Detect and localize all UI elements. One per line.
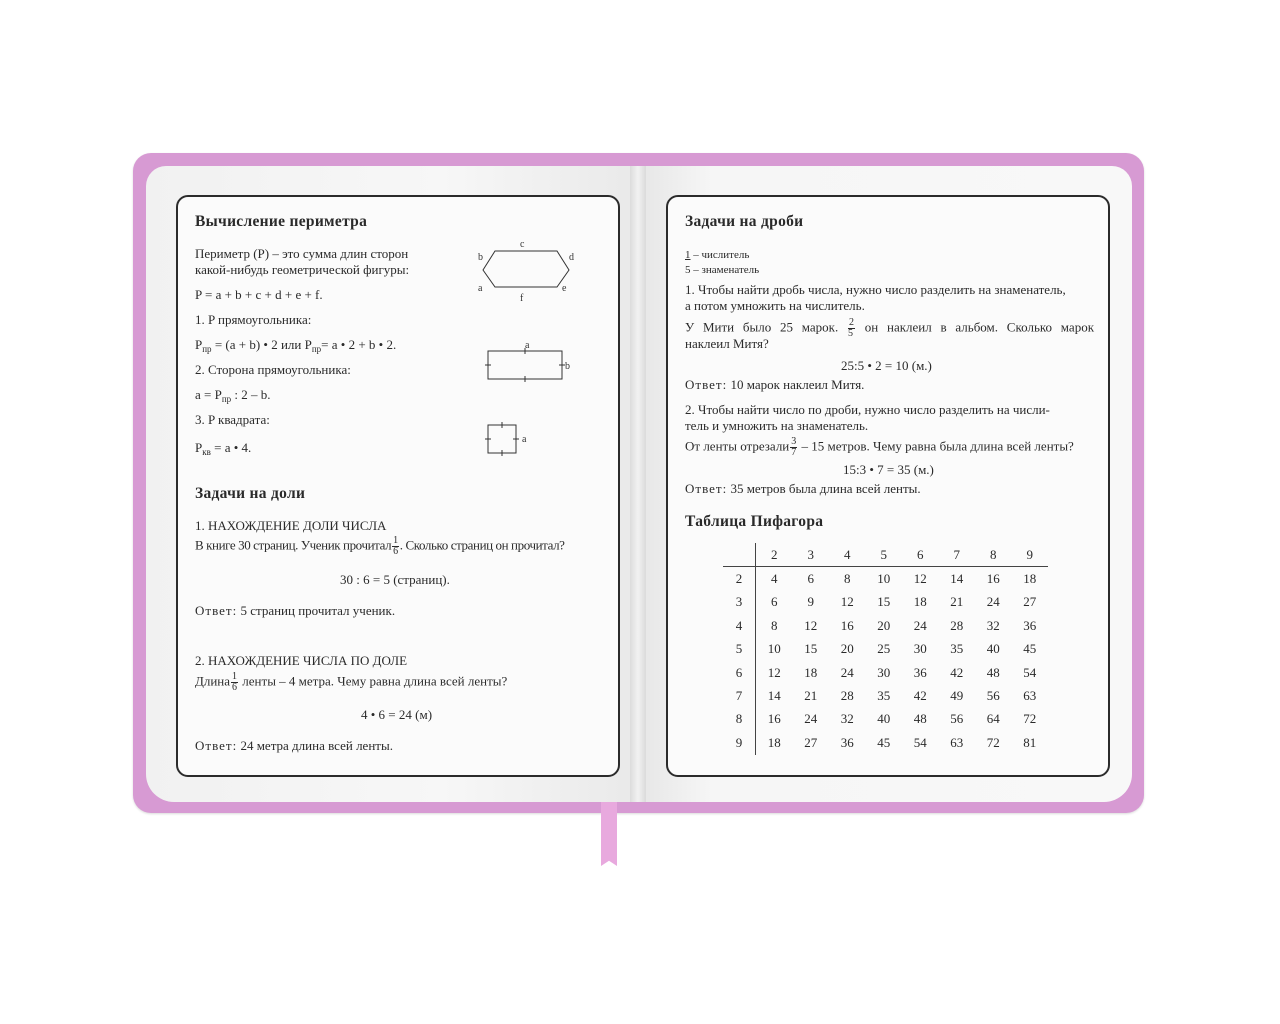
rectangle-perimeter-heading: 1. P прямоугольника: xyxy=(195,312,312,327)
task2-text: Длина $\frac{1}{6}$ ленты – 4 метра. Чему равна длина всей ленты? xyxy=(195,671,508,693)
table-cell: 6 xyxy=(807,571,814,587)
table-cell: 28 xyxy=(950,617,964,633)
table-cell: 24 xyxy=(986,594,1000,610)
table-cell: 16 xyxy=(840,617,854,633)
problem1-line1: У Мити было 25 марок. $\frac{2}{5}$ он наклеил в альбом. Сколько марок xyxy=(685,317,1095,339)
table-cell: 45 xyxy=(1023,641,1037,657)
perimeter-definition-line2: какой-нибудь геометрической фигуры: xyxy=(195,262,410,277)
table-row xyxy=(723,661,1048,684)
table-cell: 42 xyxy=(913,688,927,704)
row-header: 6 xyxy=(723,661,756,684)
rectangle-side-formula: $a = P_{пр}$ : 2 – b. xyxy=(195,387,271,404)
rect-label-a: a xyxy=(525,340,530,351)
fractions-title: Задачи на дроби xyxy=(685,213,804,230)
table-cell: 64 xyxy=(986,711,1000,727)
table-cell: 8 xyxy=(844,571,851,587)
table-cell: 49 xyxy=(950,688,964,704)
table-cell: 30 xyxy=(877,664,891,680)
problem2-answer: Ответ: 35 метров была длина всей ленты. xyxy=(685,481,921,496)
table-cell: 15 xyxy=(877,594,891,610)
denominator-legend: 5 – знаменатель xyxy=(685,264,760,276)
table-cell: 42 xyxy=(950,664,964,680)
table-cell: 20 xyxy=(877,617,891,633)
shares-title: Задачи на доли xyxy=(195,485,306,502)
perimeter-title: Вычисление периметра xyxy=(195,213,368,230)
hex-label-d: d xyxy=(569,252,574,263)
column-header: 9 xyxy=(1012,543,1049,567)
problem1-calculation: 25:5 • 2 = 10 (м.) xyxy=(841,358,932,373)
task2-heading: 2. НАХОЖДЕНИЕ ЧИСЛА ПО ДОЛЕ xyxy=(195,653,408,668)
table-cell: 36 xyxy=(913,664,927,680)
table-cell: 36 xyxy=(1023,617,1037,633)
table-cell: 4 xyxy=(771,571,778,587)
table-cell: 63 xyxy=(950,734,964,750)
hex-label-c: c xyxy=(520,239,525,250)
table-cell: 27 xyxy=(804,734,818,750)
rule2-line1: 2. Чтобы найти число по дроби, нужно число разделить на числи- xyxy=(685,402,1050,417)
table-cell: 54 xyxy=(913,734,927,750)
hex-label-e: e xyxy=(562,283,567,294)
table-row xyxy=(723,567,1048,591)
table-cell: 21 xyxy=(804,688,818,704)
column-header: 2 xyxy=(756,543,793,567)
column-header: 6 xyxy=(902,543,939,567)
table-cell: 27 xyxy=(1023,594,1037,610)
row-header: 7 xyxy=(723,684,756,707)
square-label-a: a xyxy=(522,434,527,445)
task1-answer: Ответ: 5 страниц прочитал ученик. xyxy=(195,603,396,618)
task1-text: В книге 30 страниц. Ученик прочитал $\frac{1}{6}$ . Сколько страниц он прочитал? xyxy=(195,535,565,557)
table-cell: 18 xyxy=(804,664,818,680)
table-cell: 35 xyxy=(877,688,891,704)
table-cell: 10 xyxy=(767,641,781,657)
notebook-spine xyxy=(630,166,646,802)
table-cell: 56 xyxy=(950,711,964,727)
table-cell: 36 xyxy=(840,734,854,750)
table-cell: 9 xyxy=(807,594,814,610)
table-cell: 35 xyxy=(950,641,964,657)
table-cell: 14 xyxy=(767,688,781,704)
row-header: 5 xyxy=(723,638,756,661)
table-cell: 12 xyxy=(913,571,927,587)
row-header: 3 xyxy=(723,591,756,614)
table-cell: 32 xyxy=(840,711,854,727)
rectangle-side-heading: 2. Сторона прямоугольника: xyxy=(195,362,351,377)
table-header-row xyxy=(723,543,1048,567)
square-perimeter-formula: $P_{кв} = a$ • 4. xyxy=(195,440,252,457)
table-cell: 20 xyxy=(840,641,854,657)
task1-heading: 1. НАХОЖДЕНИЕ ДОЛИ ЧИСЛА xyxy=(195,518,387,533)
problem1-answer: Ответ: 10 марок наклеил Митя. xyxy=(685,377,865,392)
perimeter-formula: P = a + b + c + d + e + f. xyxy=(195,287,323,302)
table-cell: 48 xyxy=(986,664,1000,680)
table-cell: 54 xyxy=(1023,664,1037,680)
table-cell: 18 xyxy=(913,594,927,610)
table-cell: 18 xyxy=(1023,571,1037,587)
table-row xyxy=(723,591,1048,614)
rectangle-perimeter-formula: $P_{пр} = (a + b)$ • 2 или $P_{пр}= a$ • 2 + b • 2. xyxy=(195,337,397,354)
column-header: 5 xyxy=(866,543,903,567)
hex-label-a: a xyxy=(478,283,483,294)
rule2-line2: тель и умножить на знаменатель. xyxy=(685,418,869,433)
column-header: 3 xyxy=(793,543,830,567)
table-cell: 25 xyxy=(877,641,891,657)
table-cell: 40 xyxy=(877,711,891,727)
table-cell: 24 xyxy=(840,664,854,680)
task2-answer: Ответ: 24 метра длина всей ленты. xyxy=(195,738,393,753)
table-cell: 30 xyxy=(913,641,927,657)
row-header: 2 xyxy=(723,567,756,591)
table-cell: 12 xyxy=(767,664,781,680)
table-cell: 72 xyxy=(986,734,1000,750)
table-cell: 63 xyxy=(1023,688,1037,704)
table-cell: 15 xyxy=(804,641,818,657)
bookmark-ribbon xyxy=(601,800,617,866)
table-cell: 40 xyxy=(986,641,1000,657)
numerator-legend: 1 – числитель xyxy=(685,249,750,261)
table-cell: 16 xyxy=(767,711,781,727)
task2-calculation: 4 • 6 = 24 (м) xyxy=(361,707,433,722)
table-cell: 6 xyxy=(771,594,778,610)
table-cell: 10 xyxy=(877,571,891,587)
rule1-line2: а потом умножить на числитель. xyxy=(685,298,865,313)
rule1-line1: 1. Чтобы найти дробь числа, нужно число разделить на знаменатель, xyxy=(685,282,1066,297)
problem2-calculation: 15:3 • 7 = 35 (м.) xyxy=(843,462,934,477)
table-row xyxy=(723,638,1048,661)
table-cell: 12 xyxy=(804,617,818,633)
table-cell: 72 xyxy=(1023,711,1037,727)
table-cell: 14 xyxy=(950,571,964,587)
column-header: 8 xyxy=(975,543,1012,567)
table-cell: 24 xyxy=(913,617,927,633)
square-figure xyxy=(482,420,538,460)
hexagon-figure xyxy=(470,234,582,306)
hex-label-f: f xyxy=(520,293,524,304)
table-cell: 8 xyxy=(771,617,778,633)
table-cell: 28 xyxy=(840,688,854,704)
column-header: 7 xyxy=(939,543,976,567)
table-cell: 21 xyxy=(950,594,964,610)
perimeter-definition-line1: Периметр (P) – это сумма длин сторон xyxy=(195,246,409,261)
table-cell: 32 xyxy=(986,617,1000,633)
pythagoras-title: Таблица Пифагора xyxy=(685,513,824,530)
table-cell: 48 xyxy=(913,711,927,727)
row-header: 8 xyxy=(723,708,756,731)
problem2-text: От ленты отрезали $\frac{3}{7}$ – 15 метров. Чему равна была длина всей ленты? xyxy=(685,436,1074,458)
hex-label-b: b xyxy=(478,252,483,263)
table-cell: 81 xyxy=(1023,734,1037,750)
table-cell: 56 xyxy=(986,688,1000,704)
table-cell: 16 xyxy=(986,571,1000,587)
task1-calculation: 30 : 6 = 5 (страниц). xyxy=(340,572,450,587)
table-cell: 18 xyxy=(767,734,781,750)
column-header: 4 xyxy=(829,543,866,567)
table-cell: 45 xyxy=(877,734,891,750)
row-header: 4 xyxy=(723,614,756,637)
table-row xyxy=(723,708,1048,731)
table-row xyxy=(723,731,1048,754)
rect-label-b: b xyxy=(565,361,570,372)
problem1-line2: наклеил Митя? xyxy=(685,336,769,351)
rectangle-figure xyxy=(480,338,580,386)
row-header: 9 xyxy=(723,731,756,754)
table-cell: 12 xyxy=(840,594,854,610)
square-perimeter-heading: 3. P квадрата: xyxy=(195,412,270,427)
table-row xyxy=(723,684,1048,707)
table-cell: 24 xyxy=(804,711,818,727)
table-row xyxy=(723,614,1048,637)
pythagoras-table xyxy=(723,543,1048,755)
